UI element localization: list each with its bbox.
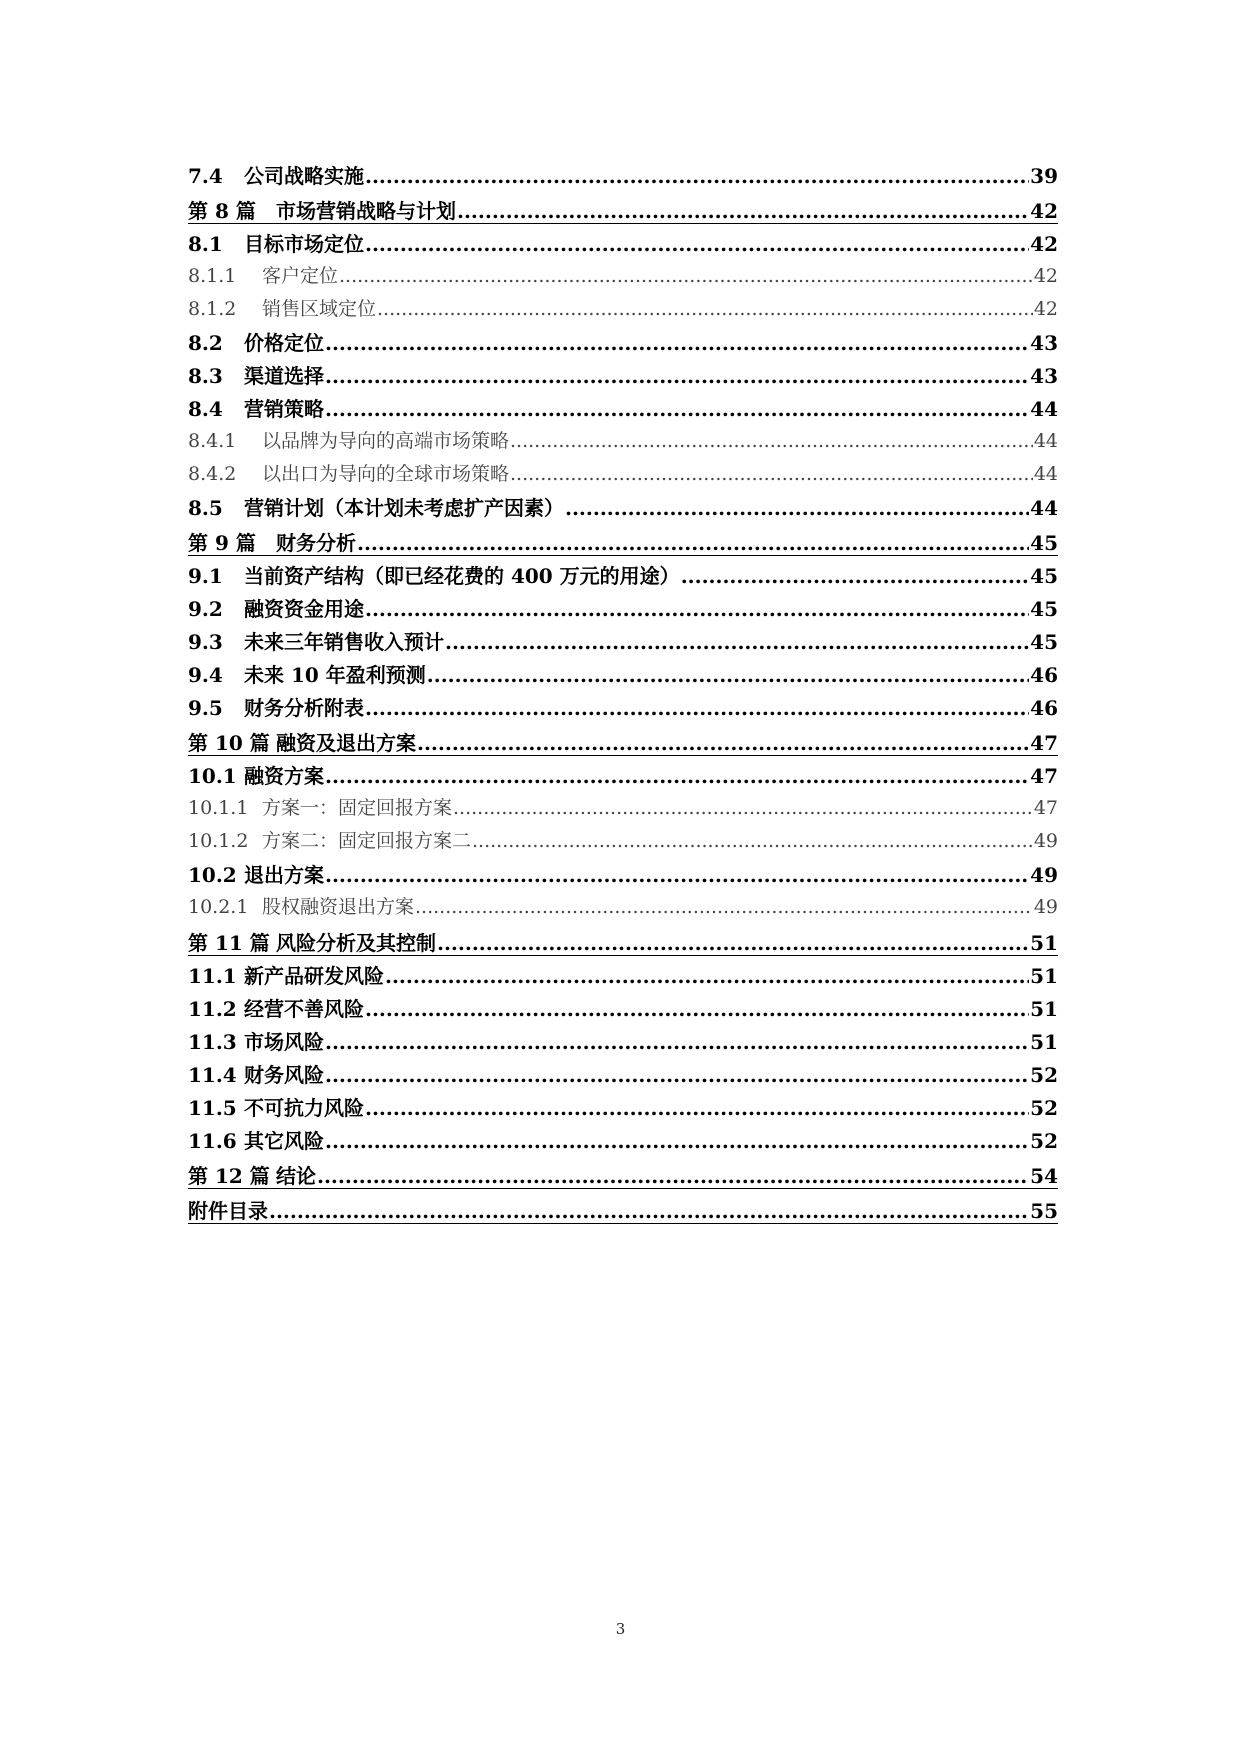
- toc-leader-dots: [269, 1199, 1029, 1223]
- toc-entry-title: 价格定位: [244, 331, 324, 355]
- toc-leader-dots: [365, 597, 1029, 621]
- toc-leader-dots: [365, 997, 1029, 1021]
- toc-entry-page: 42: [1030, 199, 1058, 223]
- toc-entry-number: 8.2: [188, 331, 223, 355]
- toc-entry-number: 7.4: [188, 164, 223, 188]
- toc-entry-page: 43: [1030, 331, 1058, 355]
- toc-chapter-entry[interactable]: [188, 721, 1058, 756]
- toc-entry-title: 当前资产结构（即已经花费的 400 万元的用途）: [244, 564, 680, 588]
- toc-entry-page: 45: [1030, 564, 1058, 588]
- toc-entry-title: 市场风险: [244, 1030, 324, 1054]
- toc-entry-title: 方案一：固定回报方案: [262, 797, 453, 819]
- toc-section-entry[interactable]: [188, 356, 1058, 389]
- toc-leader-dots: [365, 232, 1029, 256]
- toc-entry-number: 10.1: [188, 764, 237, 788]
- toc-leader-dots: [339, 265, 1033, 287]
- toc-chapter-entry[interactable]: [188, 521, 1058, 556]
- toc-entry-title: 公司战略实施: [244, 164, 364, 188]
- toc-leader-dots: [365, 696, 1029, 720]
- toc-entry-number: 9.5: [188, 696, 223, 720]
- toc-entry-number: 11.3: [188, 1030, 237, 1054]
- toc-entry-number: 9.1: [188, 564, 223, 588]
- toc-entry-page: 44: [1030, 397, 1058, 421]
- toc-entry-page: 49: [1030, 863, 1058, 887]
- toc-section-entry[interactable]: [188, 556, 1058, 589]
- toc-entry-page: 51: [1030, 997, 1058, 1021]
- toc-entry-number: 8.4: [188, 397, 223, 421]
- toc-entry-title: 风险分析及其控制: [276, 931, 436, 955]
- toc-entry-title: 融资方案: [244, 764, 324, 788]
- toc-entry-page: 46: [1030, 663, 1058, 687]
- toc-entry-title: 财务分析: [276, 531, 356, 555]
- toc-entry-page: 51: [1030, 931, 1058, 955]
- toc-entry-number: 11.4: [188, 1063, 237, 1087]
- toc-entry-title: 方案二：固定回报方案二: [262, 830, 472, 852]
- toc-leader-dots: [472, 830, 1033, 852]
- toc-entry-title: 客户定位: [262, 265, 339, 287]
- toc-entry-title: 销售区域定位: [262, 298, 377, 320]
- toc-entry-title: 股权融资退出方案: [262, 896, 415, 918]
- toc-entry-page: 43: [1030, 364, 1058, 388]
- toc-entry-title: 市场营销战略与计划: [276, 199, 456, 223]
- toc-leader-dots: [317, 1164, 1029, 1188]
- toc-entry-page: 52: [1030, 1063, 1058, 1087]
- toc-entry-number: 9.3: [188, 630, 223, 654]
- toc-section-entry[interactable]: [188, 655, 1058, 688]
- toc-entry-title: 目标市场定位: [244, 232, 364, 256]
- toc-entry-number: 8.3: [188, 364, 223, 388]
- toc-entry-page: 44: [1033, 430, 1058, 452]
- toc-entry-number: 11.5: [188, 1096, 237, 1120]
- toc-leader-dots: [365, 1096, 1029, 1120]
- toc-entry-number: 10.1.2: [188, 830, 249, 852]
- toc-leader-dots: [325, 364, 1029, 388]
- toc-entry-page: 44: [1033, 463, 1058, 485]
- toc-subsection-entry[interactable]: [188, 455, 1058, 488]
- toc-entry-page: 42: [1033, 265, 1058, 287]
- toc-entry-title: 财务分析附表: [244, 696, 364, 720]
- toc-subsection-entry[interactable]: [188, 822, 1058, 855]
- toc-entry-number: 9.2: [188, 597, 223, 621]
- toc-entry-number: 8.5: [188, 496, 223, 520]
- toc-entry-number: 8.1: [188, 232, 223, 256]
- toc-entry-page: 39: [1030, 164, 1058, 188]
- toc-leader-dots: [457, 199, 1029, 223]
- toc-leader-dots: [325, 1129, 1029, 1153]
- toc-entry-page: 42: [1033, 298, 1058, 320]
- toc-entry-number: 第 12 篇: [188, 1164, 270, 1188]
- toc-entry-page: 54: [1030, 1164, 1058, 1188]
- toc-section-entry[interactable]: [188, 1022, 1058, 1055]
- toc-section-entry[interactable]: [188, 323, 1058, 356]
- toc-entry-title: 营销计划（本计划未考虑扩产因素）: [244, 496, 564, 520]
- toc-leader-dots: [415, 896, 1033, 918]
- toc-subsection-entry[interactable]: [188, 257, 1058, 290]
- toc-entry-page: 49: [1033, 896, 1058, 918]
- toc-entry-title: 财务风险: [244, 1063, 324, 1087]
- toc-entry-page: 51: [1030, 964, 1058, 988]
- toc-entry-number: 10.2.1: [188, 896, 249, 918]
- toc-subsection-entry[interactable]: [188, 888, 1058, 921]
- toc-leader-dots: [325, 331, 1029, 355]
- toc-entry-page: 47: [1033, 797, 1058, 819]
- toc-entry-page: 52: [1030, 1129, 1058, 1153]
- toc-leader-dots: [325, 863, 1029, 887]
- toc-section-entry[interactable]: [188, 1055, 1058, 1088]
- toc-chapter-entry[interactable]: [188, 189, 1058, 224]
- toc-leader-dots: [437, 931, 1029, 955]
- toc-entry-number: 8.1.2: [188, 298, 237, 320]
- toc-leader-dots: [385, 964, 1029, 988]
- toc-leader-dots: [325, 764, 1029, 788]
- toc-entry-title: 结论: [276, 1164, 316, 1188]
- toc-entry-number: 第 8 篇: [188, 199, 256, 223]
- toc-entry-page: 47: [1030, 731, 1058, 755]
- toc-entry-page: 45: [1030, 630, 1058, 654]
- toc-section-entry[interactable]: [188, 589, 1058, 622]
- toc-leader-dots: [357, 531, 1029, 555]
- toc-entry-number: 9.4: [188, 663, 223, 687]
- toc-entry-page: 42: [1030, 232, 1058, 256]
- toc-entry-title: 新产品研发风险: [244, 964, 384, 988]
- toc-chapter-entry[interactable]: [188, 1154, 1058, 1189]
- toc-subsection-entry[interactable]: [188, 789, 1058, 822]
- toc-leader-dots: [325, 1030, 1029, 1054]
- toc-entry-page: 51: [1030, 1030, 1058, 1054]
- toc-entry-title: 未来三年销售收入预计: [244, 630, 444, 654]
- toc-entry-number: 8.4.2: [188, 463, 237, 485]
- toc-subsection-entry[interactable]: [188, 290, 1058, 323]
- toc-entry-title: 以出口为导向的全球市场策略: [262, 463, 510, 485]
- toc-section-entry[interactable]: [188, 688, 1058, 721]
- toc-leader-dots: [510, 430, 1033, 452]
- toc-entry-title: 营销策略: [244, 397, 324, 421]
- toc-entry-number: 第 11 篇: [188, 931, 270, 955]
- toc-leader-dots: [427, 663, 1029, 687]
- toc-entry-page: 44: [1030, 496, 1058, 520]
- toc-entry-number: 11.6: [188, 1129, 237, 1153]
- toc-entry-title: 融资及退出方案: [276, 731, 416, 755]
- toc-leader-dots: [681, 564, 1029, 588]
- toc-entry-page: 55: [1030, 1199, 1058, 1223]
- toc-leader-dots: [417, 731, 1029, 755]
- toc-entry-number: 11.2: [188, 997, 237, 1021]
- toc-entry-title: 渠道选择: [244, 364, 324, 388]
- toc-entry-number: 10.1.1: [188, 797, 249, 819]
- toc-chapter-entry[interactable]: [188, 1189, 1058, 1224]
- toc-entry-title: 不可抗力风险: [244, 1096, 364, 1120]
- toc-leader-dots: [377, 298, 1033, 320]
- toc-entry-page: 49: [1033, 830, 1058, 852]
- toc-entry-number: 第 10 篇: [188, 731, 270, 755]
- toc-section-entry[interactable]: [188, 156, 1058, 189]
- toc-entry-number: 11.1: [188, 964, 237, 988]
- toc-entry-title: 以品牌为导向的高端市场策略: [262, 430, 510, 452]
- toc-section-entry[interactable]: [188, 488, 1058, 521]
- toc-entry-number: 第 9 篇: [188, 531, 256, 555]
- toc-leader-dots: [325, 1063, 1029, 1087]
- toc-section-entry[interactable]: [188, 389, 1058, 422]
- toc-section-entry[interactable]: [188, 756, 1058, 789]
- toc-section-entry[interactable]: [188, 855, 1058, 888]
- toc-section-entry[interactable]: [188, 224, 1058, 257]
- toc-leader-dots: [565, 496, 1029, 520]
- toc-leader-dots: [445, 630, 1029, 654]
- toc-section-entry[interactable]: [188, 1121, 1058, 1154]
- table-of-contents: [188, 156, 1058, 1224]
- toc-entry-number: 10.2: [188, 863, 237, 887]
- toc-entry-page: 47: [1030, 764, 1058, 788]
- toc-section-entry[interactable]: [188, 1088, 1058, 1121]
- toc-entry-title: 附件目录: [188, 1199, 268, 1223]
- toc-leader-dots: [325, 397, 1029, 421]
- toc-entry-title: 未来 10 年盈利预测: [244, 663, 426, 687]
- toc-leader-dots: [510, 463, 1033, 485]
- toc-entry-page: 45: [1030, 597, 1058, 621]
- toc-leader-dots: [365, 164, 1029, 188]
- toc-entry-title: 经营不善风险: [244, 997, 364, 1021]
- toc-entry-page: 45: [1030, 531, 1058, 555]
- toc-entry-title: 退出方案: [244, 863, 324, 887]
- toc-leader-dots: [453, 797, 1033, 819]
- toc-entry-title: 其它风险: [244, 1129, 324, 1153]
- toc-section-entry[interactable]: [188, 622, 1058, 655]
- toc-chapter-entry[interactable]: [188, 921, 1058, 956]
- toc-entry-number: 8.4.1: [188, 430, 237, 452]
- toc-section-entry[interactable]: [188, 989, 1058, 1022]
- toc-section-entry[interactable]: [188, 956, 1058, 989]
- toc-entry-number: 8.1.1: [188, 265, 237, 287]
- toc-entry-page: 46: [1030, 696, 1058, 720]
- toc-entry-page: 52: [1030, 1096, 1058, 1120]
- toc-subsection-entry[interactable]: [188, 422, 1058, 455]
- page-number: 3: [615, 1620, 626, 1638]
- toc-entry-title: 融资资金用途: [244, 597, 364, 621]
